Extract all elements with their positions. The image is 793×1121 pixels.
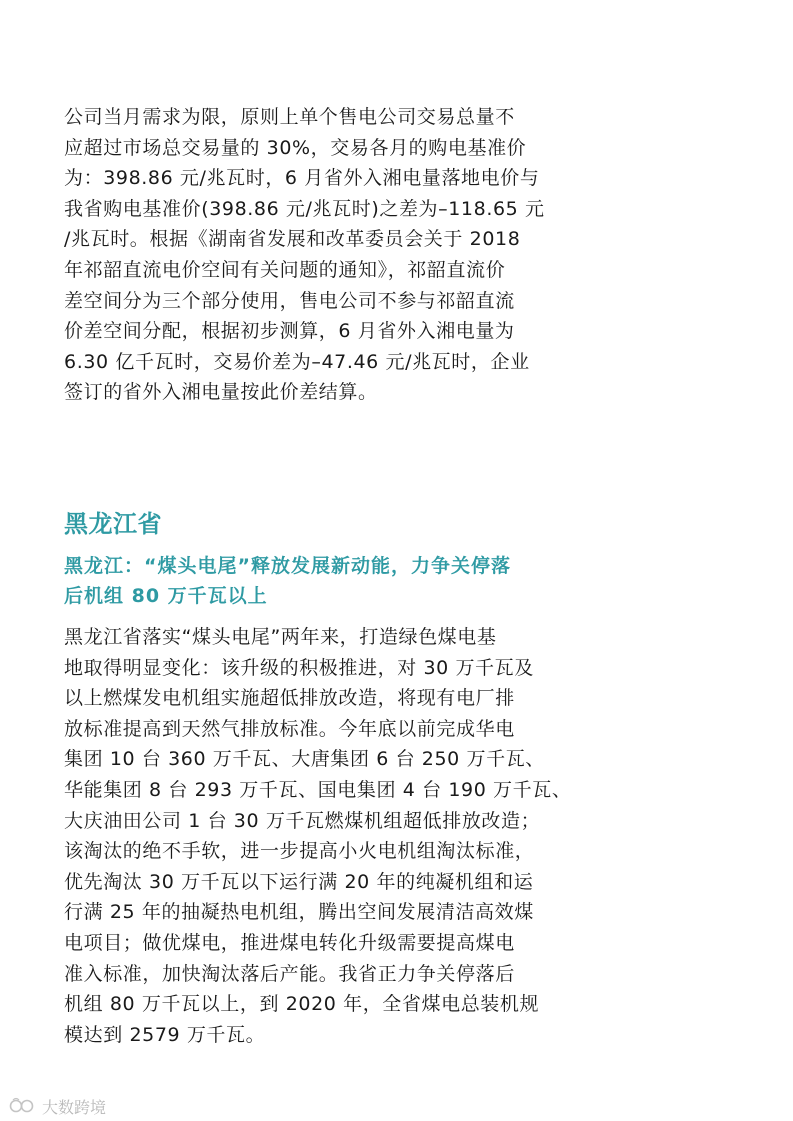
- subheading-line: 黑龙江：“煤头电尾”释放发展新动能，力争关停落: [64, 555, 511, 577]
- brand-logo-icon: [8, 1096, 38, 1116]
- subheading-line: 后机组 80 万千瓦以上: [64, 585, 268, 607]
- paragraph-line: 公司当月需求为限，原则上单个售电公司交易总量不: [64, 106, 515, 128]
- paragraph-line: 大庆油田公司 1 台 30 万千瓦燃煤机组超低排放改造；: [64, 809, 541, 832]
- paragraph-heilongjiang: [64, 622, 572, 1050]
- paragraph-line: 年祁韶直流电价空间有关问题的通知》，祁韶直流价: [64, 258, 506, 281]
- section-heading: 黑龙江省: [64, 510, 162, 538]
- paragraph-line: 以上燃煤发电机组实施超低排放改造，将现有电厂排: [64, 687, 515, 710]
- paragraph-line: 我省购电基准价(398.86 元/兆瓦时)之差为–118.65 元: [64, 197, 545, 220]
- paragraph-line: /兆瓦时。根据《湖南省发展和改革委员会关于 2018: [64, 228, 521, 251]
- paragraph-line: 放标准提高到天然气排放标准。今年底以前完成华电: [64, 717, 515, 740]
- watermark: [8, 1094, 106, 1118]
- paragraph-line: 集团 10 台 360 万千瓦、大唐集团 6 台 250 万千瓦、: [64, 748, 545, 771]
- paragraph-line: 地取得明显变化：该升级的积极推进，对 30 万千瓦及: [64, 656, 534, 679]
- paragraph-line: 模达到 2579 万千瓦。: [64, 1023, 266, 1046]
- paragraph-line: 差空间分为三个部分使用，售电公司不参与祁韶直流: [64, 289, 515, 312]
- paragraph-line: 电项目；做优煤电，推进煤电转化升级需要提高煤电: [64, 931, 515, 954]
- paragraph-line: 优先淘汰 30 万千瓦以下运行满 20 年的纯凝机组和运: [64, 870, 534, 893]
- paragraph-line: 签订的省外入湘电量按此价差结算。: [64, 381, 378, 404]
- paragraph-intro: [64, 102, 564, 408]
- paragraph-line: 价差空间分配，根据初步测算，6 月省外入湘电量为: [64, 320, 515, 343]
- paragraph-line: 华能集团 8 台 293 万千瓦、国电集团 4 台 190 万千瓦、: [64, 778, 572, 801]
- section-subheading: [64, 551, 511, 611]
- paragraph-line: 6.30 亿千瓦时，交易价差为–47.46 元/兆瓦时，企业: [64, 350, 530, 373]
- paragraph-line: 行满 25 年的抽凝热电机组，腾出空间发展清洁高效煤: [64, 901, 534, 924]
- paragraph-line: 准入标准，加快淘汰落后产能。我省正力争关停落后: [64, 962, 515, 985]
- watermark-text: 大数跨境: [42, 1097, 107, 1117]
- paragraph-line: 为：398.86 元/兆瓦时，6 月省外入湘电量落地电价与: [64, 167, 540, 190]
- paragraph-line: 机组 80 万千瓦以上，到 2020 年，全省煤电总装机规: [64, 993, 540, 1016]
- paragraph-line: 黑龙江省落实“煤头电尾”两年来，打造绿色煤电基: [64, 626, 497, 648]
- paragraph-line: 该淘汰的绝不手软，进一步提高小火电机组淘汰标准，: [64, 840, 535, 863]
- paragraph-line: 应超过市场总交易量的 30%，交易各月的购电基准价: [64, 136, 527, 159]
